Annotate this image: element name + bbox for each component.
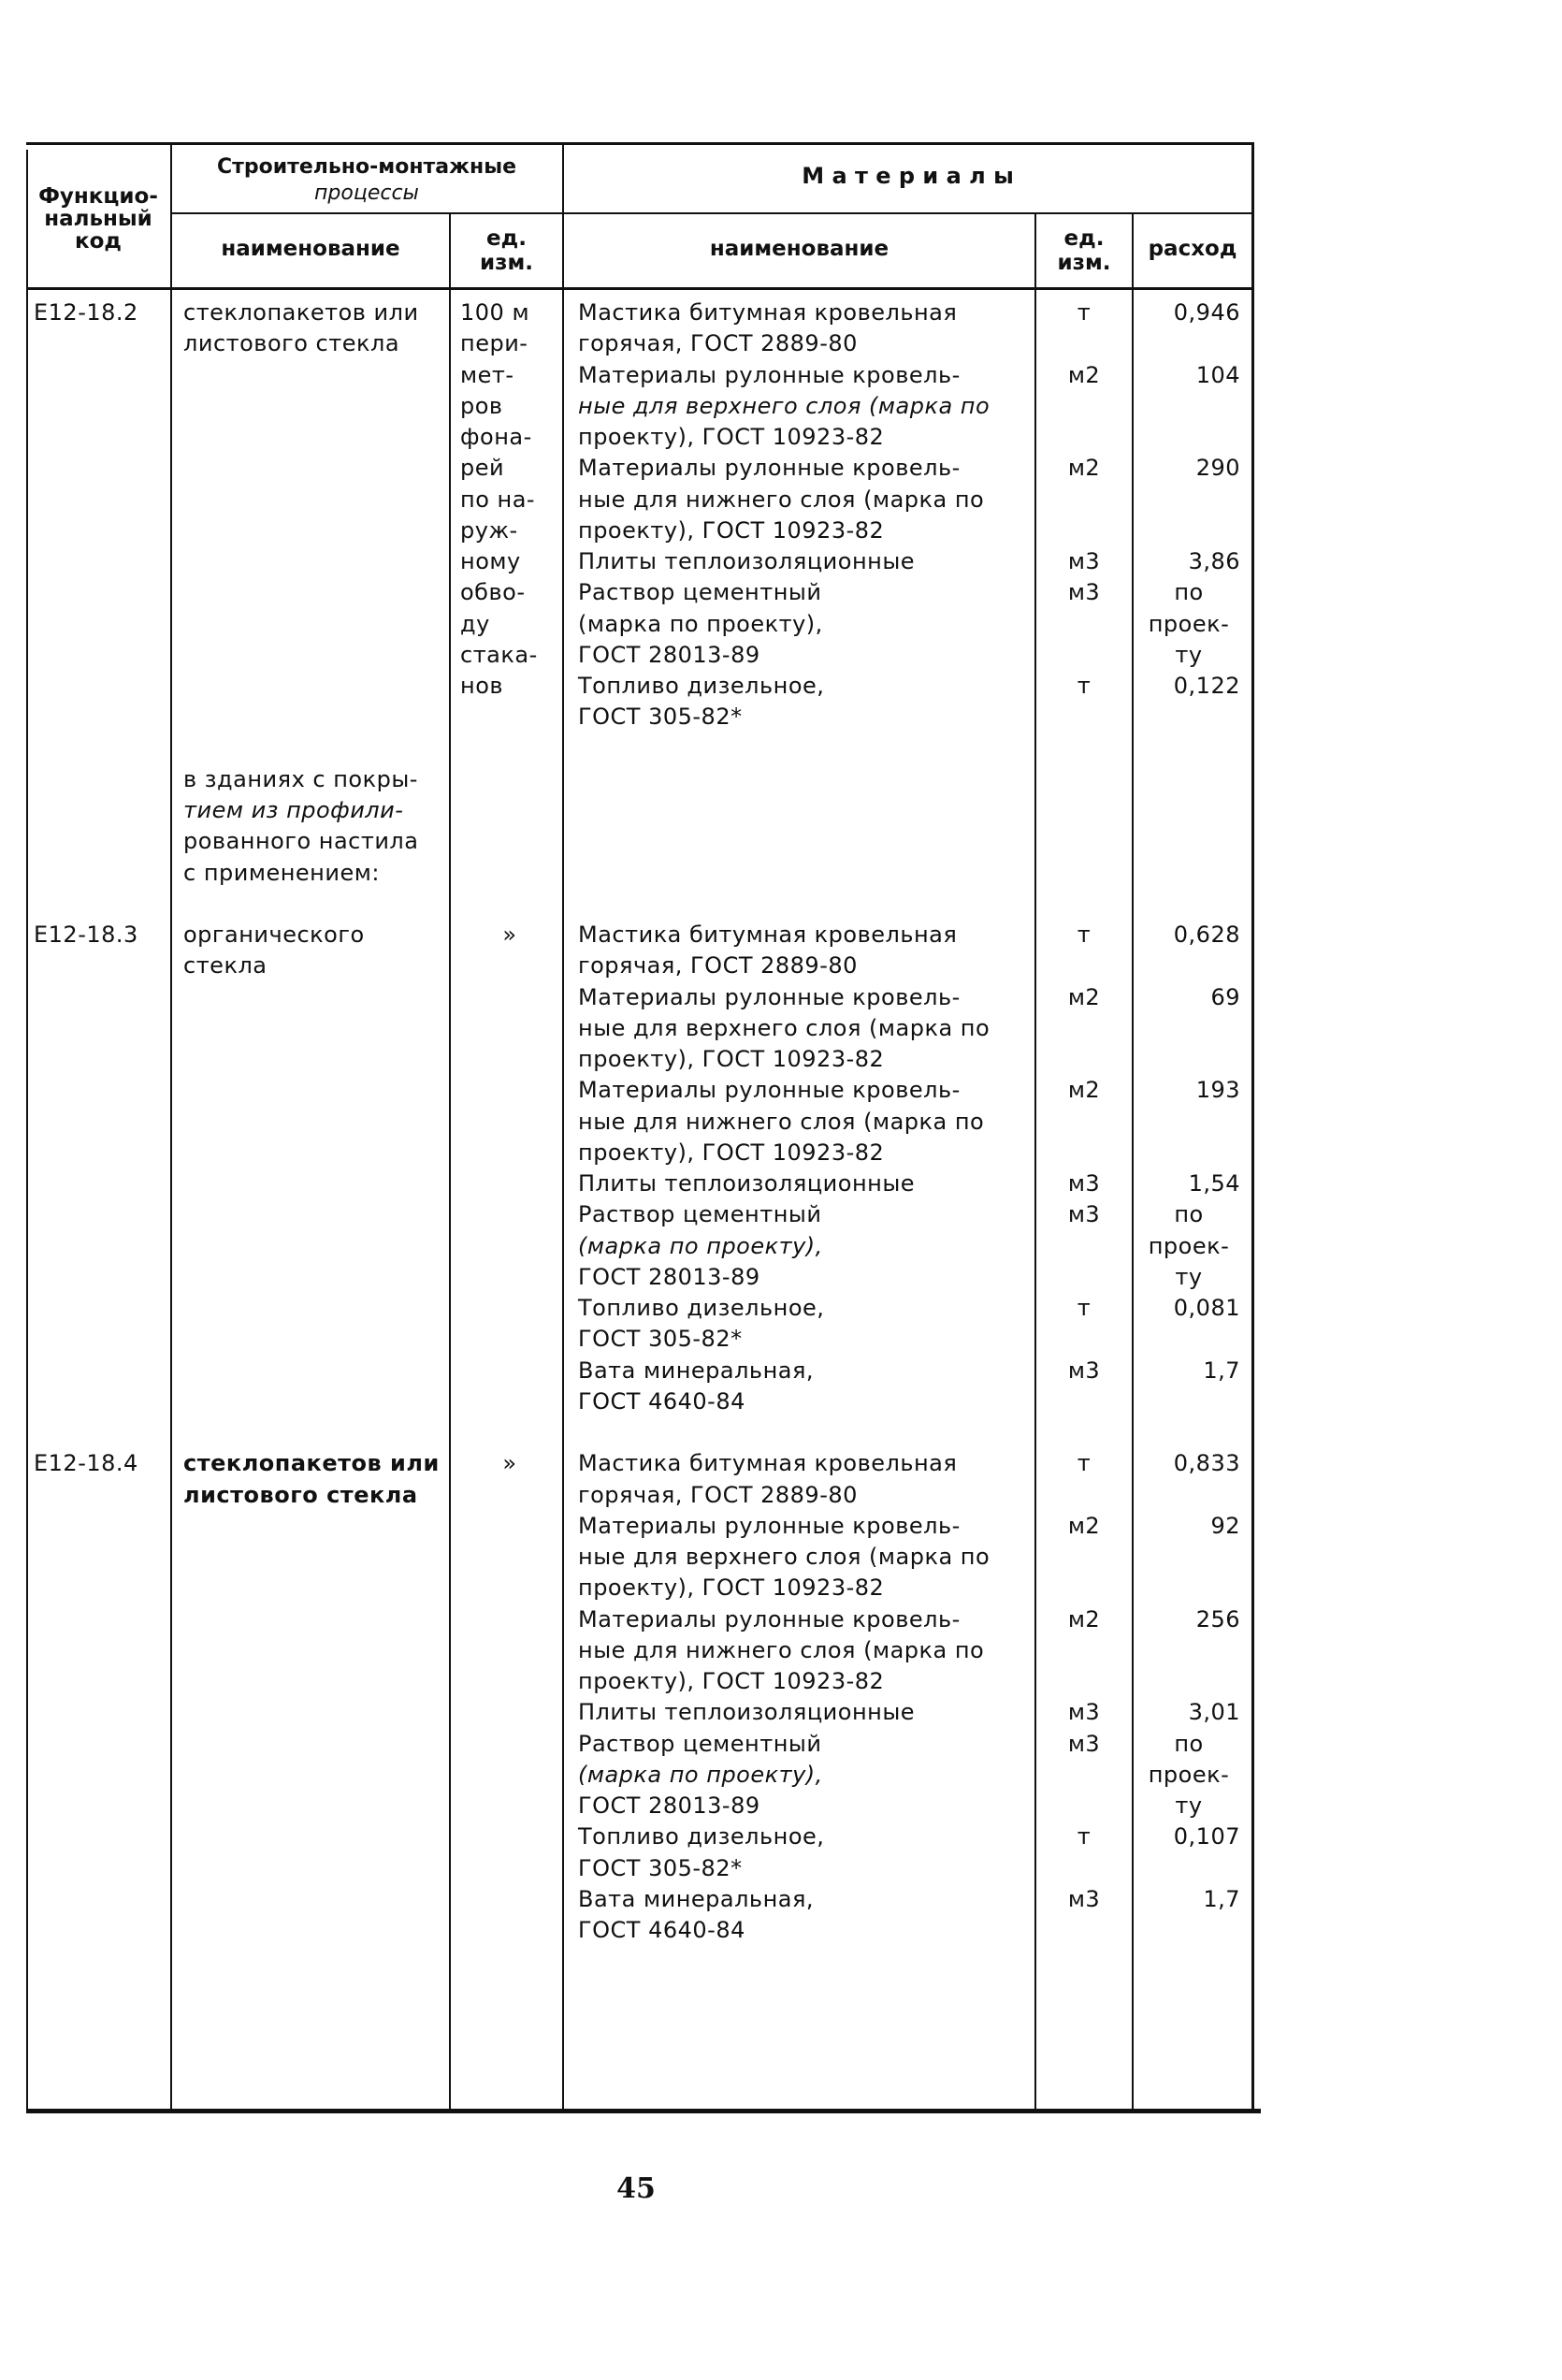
process-unit-line: ному [460, 548, 521, 574]
header-mat-qty: расход [1148, 237, 1237, 261]
material-unit-line: м3 [1067, 1699, 1101, 1726]
material-unit-line: м3 [1067, 1730, 1101, 1757]
column-divider-mat-unit [1132, 213, 1134, 2112]
material-unit-line: м3 [1067, 1170, 1101, 1197]
material-name-line: Плиты теплоизоляционные [578, 548, 916, 574]
material-qty-line: 3,01 [1188, 1699, 1240, 1726]
material-name-line: ГОСТ 305-82* [578, 704, 743, 731]
material-qty-line: 0,122 [1173, 673, 1240, 699]
code-line: Е12-18.4 [34, 1450, 138, 1477]
process-unit-line: рей [460, 455, 505, 482]
material-unit-line: т [1077, 1823, 1092, 1850]
material-qty-line: 1,54 [1188, 1170, 1240, 1197]
material-qty-line: 92 [1210, 1512, 1240, 1539]
material-name-line: ные для нижнего слоя (марка по [578, 486, 985, 513]
process-unit-line: руж- [460, 516, 518, 544]
material-name-line: Вата минеральная, [578, 1885, 815, 1912]
material-unit-line: т [1077, 1295, 1092, 1321]
material-unit-line: м2 [1067, 455, 1101, 482]
material-qty-line: 1,7 [1203, 1885, 1240, 1912]
process-unit-line: ров [460, 392, 503, 419]
material-name-line: ГОСТ 28013-89 [578, 1263, 760, 1290]
process-unit-line: нов [460, 673, 504, 699]
process-name-line: стеклопакетов или [183, 1450, 440, 1477]
material-unit-line: м2 [1067, 983, 1101, 1010]
material-name-line: ГОСТ 28013-89 [578, 641, 760, 668]
code-line: Е12-18.2 [34, 299, 138, 326]
material-unit-line: т [1077, 299, 1092, 326]
material-qty-line: 1,7 [1203, 1357, 1240, 1384]
material-name-line: Топливо дизельное, [578, 673, 825, 699]
process-unit-line: ду [460, 610, 490, 637]
header-mat-name: наименование [709, 237, 889, 261]
process-unit-line: 100 м [460, 299, 530, 326]
material-unit-line: м3 [1067, 1201, 1101, 1228]
header-processes-group: Строительно-монтажные процессы [216, 155, 517, 205]
material-name-line: Раствор цементный [578, 1201, 822, 1228]
material-qty-line: по [1174, 1201, 1204, 1228]
material-name-line: проекту), ГОСТ 10923-82 [578, 516, 885, 544]
process-name-line: в зданиях с покры- [183, 765, 418, 792]
header-proc-unit: ед. изм. [479, 226, 534, 275]
material-name-line: ГОСТ 28013-89 [578, 1792, 760, 1819]
material-name-line: горячая, ГОСТ 2889-80 [578, 1481, 858, 1508]
column-divider-code [170, 142, 172, 2112]
table-bottom-border [26, 2109, 1261, 2113]
header-bottom-border [26, 287, 1253, 290]
material-qty-line: ту [1175, 641, 1203, 668]
code-line: Е12-18.3 [34, 922, 138, 948]
column-divider-proc-unit [562, 142, 564, 2112]
material-name-line: ГОСТ 4640-84 [578, 1387, 745, 1415]
material-qty-line: проек- [1148, 1232, 1230, 1259]
material-unit-line: м3 [1067, 1357, 1101, 1384]
page-number: 45 [616, 2172, 656, 2205]
material-name-line: Материалы рулонные кровель- [578, 1605, 961, 1633]
material-qty-line: 0,628 [1173, 922, 1240, 948]
material-name-line: ные для нижнего слоя (марка по [578, 1108, 985, 1135]
process-name-line: органического [183, 922, 365, 948]
material-name-line: проекту), ГОСТ 10923-82 [578, 424, 885, 450]
process-unit-line: стака- [460, 641, 538, 668]
material-unit-line: м3 [1067, 1885, 1101, 1912]
process-unit-line: » [502, 1450, 517, 1477]
material-name-line: проекту), ГОСТ 10923-82 [578, 1575, 885, 1602]
material-name-line: Материалы рулонные кровель- [578, 983, 961, 1010]
material-name-line: ные для нижнего слоя (марка по [578, 1636, 985, 1663]
process-name-line: тием из профили- [183, 797, 404, 823]
material-qty-line: 69 [1210, 983, 1240, 1010]
material-qty-line: ту [1175, 1263, 1203, 1290]
material-qty-line: проек- [1148, 610, 1230, 637]
material-qty-line: ту [1175, 1792, 1203, 1819]
process-name-line: листового стекла [183, 1481, 418, 1508]
material-name-line: Материалы рулонные кровель- [578, 361, 961, 388]
material-name-line: проекту), ГОСТ 10923-82 [578, 1046, 885, 1072]
material-unit-line: м2 [1067, 361, 1101, 388]
process-name-line: стеклопакетов или [183, 299, 419, 326]
material-qty-line: 0,081 [1173, 1295, 1240, 1321]
process-unit-line: по на- [460, 486, 536, 513]
material-name-line: Материалы рулонные кровель- [578, 455, 961, 482]
material-name-line: Раствор цементный [578, 1730, 822, 1757]
header-proc-name: наименование [221, 237, 400, 261]
material-name-line: Раствор цементный [578, 579, 822, 606]
material-qty-line: 290 [1195, 455, 1240, 482]
material-qty-line: 193 [1195, 1077, 1240, 1104]
material-name-line: (марка по проекту), [578, 1232, 823, 1259]
table-left-border [26, 150, 28, 2113]
material-unit-line: м2 [1067, 1512, 1101, 1539]
process-name-line: рованного настила [183, 828, 419, 855]
material-qty-line: 104 [1195, 361, 1240, 388]
process-unit-line: обво- [460, 579, 526, 606]
material-name-line: ГОСТ 4640-84 [578, 1917, 745, 1943]
material-name-line: Мастика битумная кровельная [578, 299, 958, 326]
material-unit-line: м3 [1067, 548, 1101, 574]
material-name-line: ГОСТ 305-82* [578, 1326, 743, 1353]
process-unit-line: пери- [460, 330, 528, 357]
process-name-line: с применением: [183, 859, 380, 886]
material-name-line: ные для верхнего слоя (марка по [578, 1544, 991, 1570]
process-name-line: листового стекла [183, 330, 400, 357]
material-name-line: ные для верхнего слоя (марка по [578, 392, 991, 419]
material-name-line: проекту), ГОСТ 10923-82 [578, 1668, 885, 1694]
material-qty-line: 0,107 [1173, 1823, 1240, 1850]
material-name-line: Плиты теплоизоляционные [578, 1170, 916, 1197]
column-divider-proc-name [449, 213, 451, 2112]
process-name-line: стекла [183, 952, 268, 980]
material-qty-line: 3,86 [1188, 548, 1240, 574]
material-qty-line: 0,833 [1173, 1450, 1240, 1477]
material-name-line: Мастика битумная кровельная [578, 1450, 958, 1477]
material-name-line: Топливо дизельное, [578, 1295, 825, 1321]
process-unit-line: » [502, 922, 517, 948]
material-name-line: ГОСТ 305-82* [578, 1854, 743, 1881]
process-unit-line: фона- [460, 424, 532, 450]
material-name-line: Мастика битумная кровельная [578, 922, 958, 948]
header-code: Функцио- нальный код [38, 184, 158, 254]
header-mat-unit: ед. изм. [1057, 226, 1111, 275]
material-unit-line: т [1077, 1450, 1092, 1477]
material-unit-line: т [1077, 922, 1092, 948]
material-name-line: Материалы рулонные кровель- [578, 1512, 961, 1539]
header-group-divider [170, 212, 1253, 214]
table-top-border [26, 142, 1253, 145]
column-divider-mat-name [1034, 213, 1036, 2112]
material-name-line: Материалы рулонные кровель- [578, 1077, 961, 1104]
material-unit-line: м3 [1067, 579, 1101, 606]
material-qty-line: 0,946 [1173, 299, 1240, 326]
material-qty-line: проек- [1148, 1761, 1230, 1788]
material-name-line: (марка по проекту), [578, 1761, 823, 1788]
material-unit-line: т [1077, 673, 1092, 699]
material-qty-line: по [1174, 579, 1204, 606]
material-name-line: (марка по проекту), [578, 610, 823, 637]
material-unit-line: м2 [1067, 1605, 1101, 1633]
header-materials-group: М а т е р и а л ы [802, 163, 1014, 189]
table-right-border [1251, 142, 1254, 2112]
material-qty-line: по [1174, 1730, 1204, 1757]
material-name-line: горячая, ГОСТ 2889-80 [578, 330, 858, 357]
material-name-line: горячая, ГОСТ 2889-80 [578, 952, 858, 980]
material-name-line: Топливо дизельное, [578, 1823, 825, 1850]
material-name-line: Плиты теплоизоляционные [578, 1699, 916, 1726]
material-unit-line: м2 [1067, 1077, 1101, 1104]
material-qty-line: 256 [1195, 1605, 1240, 1633]
material-name-line: проекту), ГОСТ 10923-82 [578, 1139, 885, 1166]
material-name-line: ные для верхнего слоя (марка по [578, 1014, 991, 1041]
material-name-line: Вата минеральная, [578, 1357, 815, 1384]
process-unit-line: мет- [460, 361, 514, 388]
